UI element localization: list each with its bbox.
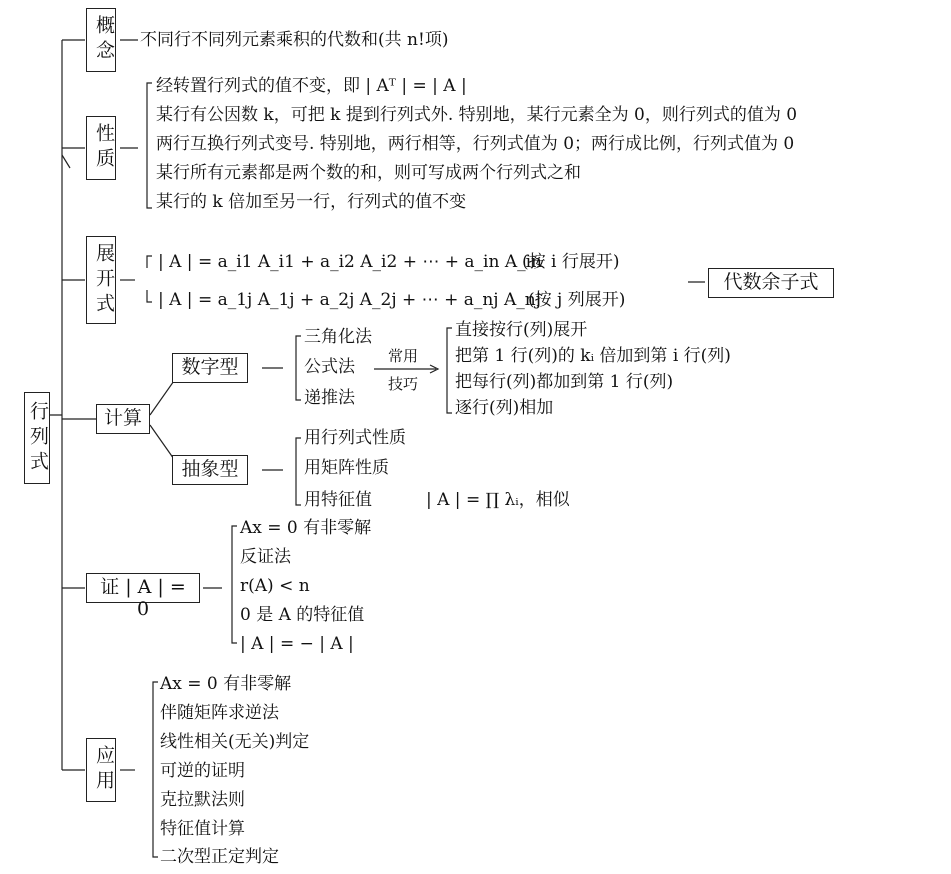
- eigen-formula: | A | = ∏ λᵢ，相似: [426, 490, 570, 510]
- property-item-2: 某行有公因数 k，可把 k 提到行列式外. 特别地，某行元素全为 0，则行列式的值为 0: [156, 105, 798, 125]
- expansion-label: 展开式: [93, 242, 115, 318]
- property-item-3: 两行互换行列式变号. 特别地，两行相等，行列式值为 0；两行成比例，行列式值为 0: [156, 134, 795, 154]
- technique-2: 把第 1 行(列)的 kᵢ 倍加到第 i 行(列): [455, 346, 731, 366]
- concept-description: 不同行不同列元素乘积的代数和(共 n!项): [140, 30, 449, 50]
- numeric-method-3: 递推法: [304, 388, 355, 408]
- root-label: 行列式: [27, 400, 49, 476]
- property-item-5: 某行的 k 倍加至另一行，行列式的值不变: [156, 192, 467, 212]
- arrow-label-top: 常用: [388, 347, 419, 365]
- prove-zero-label: 证 | A | = 0: [100, 576, 186, 620]
- concept-label: 概念: [93, 15, 115, 65]
- prove-item-3: r(A) < n: [240, 576, 310, 596]
- technique-bracket: [447, 328, 452, 413]
- property-label: 性质: [93, 123, 115, 173]
- application-item-7: 二次型正定判定: [160, 847, 279, 867]
- technique-3: 把每行(列)都加到第 1 行(列): [455, 372, 674, 392]
- abstract-method-3: 用特征值: [304, 490, 372, 510]
- abstract-method-1: 用行列式性质: [304, 428, 406, 448]
- application-item-3: 线性相关(无关)判定: [160, 732, 310, 752]
- abstract-methods-bracket: [296, 438, 301, 505]
- cofactor-node: [708, 268, 834, 298]
- col-expansion-note: (按 j 列展开): [528, 290, 626, 310]
- arrow-label-bottom: 技巧: [388, 375, 419, 393]
- application-bracket: [153, 682, 158, 857]
- property-item-4: 某行所有元素都是两个数的和，则可写成两个行列式之和: [156, 163, 581, 183]
- abstract-label: 抽象型: [181, 458, 239, 480]
- col-expansion-formula: | A | = a_1j A_1j + a_2j A_2j + ⋯ + a_nj A_nj: [158, 290, 541, 310]
- prove-zero-node: [86, 573, 200, 620]
- compute-label: 计算: [103, 407, 142, 429]
- prove-item-5: | A | = − | A |: [240, 634, 354, 654]
- technique-1: 直接按行(列)展开: [455, 320, 588, 340]
- numeric-methods-bracket: [296, 336, 301, 400]
- application-item-6: 特征值计算: [160, 819, 245, 839]
- application-item-4: 可逆的证明: [160, 761, 245, 781]
- prove-item-1: Ax = 0 有非零解: [240, 518, 372, 538]
- application-item-1: Ax = 0 有非零解: [160, 674, 292, 694]
- root-node: [24, 392, 50, 484]
- expansion-node: [86, 236, 116, 324]
- row-expansion-formula: | A | = a_i1 A_i1 + a_i2 A_i2 + ⋯ + a_in A_in: [158, 252, 542, 272]
- numeric-node: [172, 353, 248, 383]
- abstract-method-2: 用矩阵性质: [304, 458, 389, 478]
- numeric-method-2: 公式法: [304, 357, 355, 377]
- technique-4: 逐行(列)相加: [455, 398, 554, 418]
- prove-bracket: [232, 526, 237, 643]
- decor-tick: [62, 155, 70, 168]
- row-expansion-note: (按 i 行展开): [522, 252, 620, 272]
- abstract-node: [172, 455, 248, 485]
- application-node: [86, 738, 116, 802]
- application-label: 应用: [93, 745, 115, 795]
- property-bracket: [147, 83, 152, 208]
- cofactor-label: 代数余子式: [723, 271, 819, 293]
- numeric-label: 数字型: [181, 356, 239, 378]
- application-item-5: 克拉默法则: [160, 790, 245, 810]
- numeric-method-1: 三角化法: [304, 327, 372, 347]
- property-item-1: 经转置行列式的值不变，即 | Aᵀ | = | A |: [156, 76, 467, 96]
- concept-node: [86, 8, 116, 72]
- compute-node: [96, 404, 150, 434]
- prove-item-2: 反证法: [240, 547, 291, 567]
- property-node: [86, 116, 116, 180]
- application-item-2: 伴随矩阵求逆法: [160, 703, 279, 723]
- prove-item-4: 0 是 A 的特征值: [240, 605, 365, 625]
